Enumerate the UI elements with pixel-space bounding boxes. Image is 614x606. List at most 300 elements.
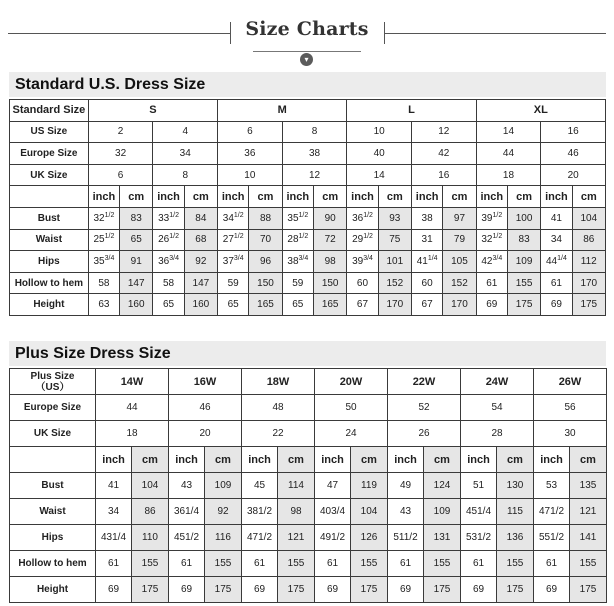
inch-fraction: 1/2	[169, 233, 179, 241]
inch-value: 31	[421, 234, 433, 246]
table-cell: 24	[315, 421, 388, 447]
table-cell: 20	[541, 164, 606, 186]
inch-value: 69	[388, 577, 424, 603]
table-cell: 10	[218, 164, 283, 186]
inch-cell	[218, 272, 249, 294]
cm-value: 130	[497, 473, 534, 499]
unit-inch: inch	[153, 186, 184, 208]
unit-inch: inch	[541, 186, 572, 208]
inch-fraction: 1/4	[427, 254, 438, 262]
table-cell	[10, 447, 96, 473]
row-label: Height	[10, 577, 96, 603]
inch-value: 61	[96, 551, 132, 577]
cm-value: 155	[132, 551, 169, 577]
unit-inch: inch	[88, 186, 119, 208]
unit-inch: inch	[388, 447, 424, 473]
cm-value: 92	[205, 499, 242, 525]
inch-value: 34	[222, 212, 234, 224]
inch-cell	[218, 251, 249, 273]
inch-value: 44	[545, 255, 558, 267]
cm-value: 150	[249, 272, 282, 294]
unit-inch: inch	[534, 447, 570, 473]
inch-value: 69	[242, 577, 278, 603]
inch-value: 361/4	[169, 499, 205, 525]
table-cell: 14	[476, 121, 541, 143]
size-header: S	[88, 100, 217, 122]
unit-inch: inch	[282, 186, 313, 208]
cm-value: 97	[443, 207, 476, 229]
table-cell: 6	[88, 164, 153, 186]
row-label-line: （US）	[35, 381, 70, 393]
row-label: Bust	[10, 473, 96, 499]
inch-fraction: 3/4	[298, 254, 309, 262]
cm-value: 100	[507, 207, 540, 229]
inch-cell	[476, 229, 507, 251]
cm-value: 83	[120, 207, 153, 229]
cm-value: 160	[184, 294, 217, 316]
cm-value: 175	[570, 577, 607, 603]
size-header: 24W	[461, 369, 534, 395]
inch-value: 51	[461, 473, 497, 499]
cm-value: 126	[351, 525, 388, 551]
table-cell: 18	[476, 164, 541, 186]
inch-cell	[476, 294, 507, 316]
inch-value: 69	[461, 577, 497, 603]
inch-value: 43	[388, 499, 424, 525]
inch-fraction: 3/4	[233, 254, 244, 262]
cm-value: 150	[313, 272, 346, 294]
inch-cell	[541, 229, 572, 251]
table-cell: 42	[411, 143, 476, 165]
inch-cell	[282, 272, 313, 294]
row-label: Hips	[10, 525, 96, 551]
inch-cell	[411, 229, 442, 251]
cm-value: 90	[313, 207, 346, 229]
inch-value: 49	[388, 473, 424, 499]
table-cell: 48	[242, 395, 315, 421]
cm-value: 175	[351, 577, 388, 603]
inch-fraction: 1/2	[492, 233, 503, 241]
standard-section-title: Standard U.S. Dress Size	[9, 72, 606, 97]
inch-cell	[88, 294, 119, 316]
inch-value: 451/4	[461, 499, 497, 525]
row-label: Hips	[10, 251, 89, 273]
cm-value: 155	[507, 272, 540, 294]
row-label: Europe Size	[10, 395, 96, 421]
cm-value: 160	[120, 294, 153, 316]
inch-fraction: 1/2	[492, 211, 503, 219]
row-label: UK Size	[10, 421, 96, 447]
inch-value: 69	[534, 577, 570, 603]
table-cell: 18	[96, 421, 169, 447]
inch-value: 58	[162, 277, 175, 289]
cm-value: 104	[132, 473, 169, 499]
table-cell: 36	[218, 143, 283, 165]
table-row	[10, 421, 607, 447]
inch-value: 511/2	[388, 525, 424, 551]
cm-value: 155	[351, 551, 388, 577]
unit-cm: cm	[443, 186, 476, 208]
inch-cell	[218, 229, 249, 251]
table-row	[10, 369, 607, 395]
inch-cell	[153, 229, 184, 251]
inch-fraction: 1/2	[104, 211, 115, 219]
inch-value: 61	[242, 551, 278, 577]
inch-fraction: 3/4	[104, 254, 115, 262]
unit-cm: cm	[313, 186, 346, 208]
inch-value: 37	[222, 255, 234, 267]
size-header: XL	[476, 100, 605, 122]
table-cell: 8	[282, 121, 347, 143]
inch-value: 35	[287, 212, 299, 224]
inch-value: 59	[292, 277, 304, 289]
table-cell: 50	[315, 395, 388, 421]
table-row	[10, 272, 606, 294]
inch-value: 69	[315, 577, 351, 603]
cm-value: 170	[572, 272, 605, 294]
unit-inch: inch	[411, 186, 442, 208]
unit-cm: cm	[572, 186, 605, 208]
cm-value: 131	[424, 525, 461, 551]
inch-value: 53	[534, 473, 570, 499]
row-label	[10, 369, 96, 395]
unit-cm: cm	[351, 447, 388, 473]
size-header: L	[347, 100, 476, 122]
table-row	[10, 207, 606, 229]
inch-fraction: 1/4	[557, 254, 567, 262]
inch-cell	[411, 251, 442, 273]
table-row	[10, 164, 606, 186]
inch-value: 45	[242, 473, 278, 499]
table-cell: 12	[411, 121, 476, 143]
unit-inch: inch	[169, 447, 205, 473]
cm-value: 136	[497, 525, 534, 551]
table-cell: 56	[534, 395, 607, 421]
row-label: Bust	[10, 207, 89, 229]
inch-fraction: 1/2	[363, 211, 373, 219]
inch-cell	[411, 207, 442, 229]
inch-value: 65	[162, 299, 175, 311]
inch-value: 60	[421, 277, 433, 289]
cm-value: 155	[497, 551, 534, 577]
table-row	[10, 100, 606, 122]
table-cell: 2	[88, 121, 153, 143]
size-header: 14W	[96, 369, 169, 395]
inch-value: 531/2	[461, 525, 497, 551]
inch-value: 41	[96, 473, 132, 499]
inch-fraction: 1/2	[298, 211, 309, 219]
inch-value: 42	[481, 255, 493, 267]
inch-value: 59	[227, 277, 239, 289]
cm-value: 83	[507, 229, 540, 251]
inch-cell	[153, 272, 184, 294]
cm-value: 91	[120, 251, 153, 273]
cm-value: 110	[132, 525, 169, 551]
inch-cell	[218, 207, 249, 229]
inch-fraction: 1/2	[298, 233, 309, 241]
unit-cm: cm	[120, 186, 153, 208]
unit-inch: inch	[347, 186, 378, 208]
cm-value: 155	[278, 551, 315, 577]
inch-value: 38	[287, 255, 299, 267]
cm-value: 175	[205, 577, 242, 603]
unit-inch: inch	[476, 186, 507, 208]
table-row	[10, 447, 607, 473]
table-row	[10, 395, 607, 421]
cm-value: 115	[497, 499, 534, 525]
inch-fraction: 3/4	[492, 254, 503, 262]
inch-fraction: 1/2	[233, 211, 244, 219]
cm-value: 72	[313, 229, 346, 251]
table-cell: 32	[88, 143, 153, 165]
inch-fraction: 3/4	[363, 254, 373, 262]
size-header: 26W	[534, 369, 607, 395]
row-label: Europe Size	[10, 143, 89, 165]
cm-value: 165	[313, 294, 346, 316]
divider-cap	[230, 22, 231, 44]
inch-cell	[153, 207, 184, 229]
inch-fraction: 1/2	[233, 233, 244, 241]
inch-value: 381/2	[242, 499, 278, 525]
inch-cell	[347, 229, 378, 251]
title-underline	[253, 51, 361, 52]
plus-section-title: Plus Size Dress Size	[9, 341, 606, 366]
table-cell: 30	[534, 421, 607, 447]
cm-value: 98	[278, 499, 315, 525]
table-cell: 12	[282, 164, 347, 186]
cm-value: 165	[249, 294, 282, 316]
inch-cell	[218, 294, 249, 316]
unit-inch: inch	[218, 186, 249, 208]
table-cell: 26	[388, 421, 461, 447]
inch-value: 69	[96, 577, 132, 603]
inch-fraction: 1/2	[169, 211, 179, 219]
inch-cell	[411, 272, 442, 294]
inch-value: 431/4	[96, 525, 132, 551]
inch-cell	[347, 272, 378, 294]
inch-cell	[541, 272, 572, 294]
inch-value: 61	[461, 551, 497, 577]
cm-value: 104	[572, 207, 605, 229]
cm-value: 141	[570, 525, 607, 551]
inch-value: 63	[98, 299, 110, 311]
table-cell: 20	[169, 421, 242, 447]
table-cell: 16	[411, 164, 476, 186]
inch-cell	[541, 294, 572, 316]
table-cell: 14	[347, 164, 412, 186]
chevron-down-icon: ▾	[300, 53, 313, 66]
cm-value: 170	[378, 294, 411, 316]
inch-cell	[476, 207, 507, 229]
unit-cm: cm	[184, 186, 217, 208]
inch-value: 69	[486, 299, 498, 311]
table-cell: 46	[169, 395, 242, 421]
cm-value: 104	[351, 499, 388, 525]
inch-value: 61	[534, 551, 570, 577]
cm-value: 175	[278, 577, 315, 603]
inch-cell	[411, 294, 442, 316]
cm-value: 155	[205, 551, 242, 577]
cm-value: 101	[378, 251, 411, 273]
inch-value: 32	[93, 212, 105, 224]
inch-value: 65	[292, 299, 304, 311]
inch-cell	[153, 251, 184, 273]
cm-value: 96	[249, 251, 282, 273]
cm-value: 79	[443, 229, 476, 251]
unit-cm: cm	[132, 447, 169, 473]
unit-cm: cm	[570, 447, 607, 473]
table-cell: 4	[153, 121, 218, 143]
inch-cell	[88, 229, 119, 251]
inch-value: 67	[421, 299, 433, 311]
inch-cell	[153, 294, 184, 316]
inch-value: 451/2	[169, 525, 205, 551]
divider-left	[8, 33, 230, 34]
inch-cell	[88, 251, 119, 273]
inch-cell	[347, 294, 378, 316]
inch-value: 61	[315, 551, 351, 577]
inch-value: 61	[550, 277, 562, 289]
inch-cell	[541, 251, 572, 273]
size-header: 16W	[169, 369, 242, 395]
table-cell: 44	[96, 395, 169, 421]
table-row	[10, 473, 607, 499]
inch-value: 39	[352, 255, 364, 267]
inch-cell	[88, 272, 119, 294]
cm-value: 109	[424, 499, 461, 525]
size-header: 18W	[242, 369, 315, 395]
unit-cm: cm	[278, 447, 315, 473]
table-row	[10, 577, 607, 603]
cm-value: 135	[570, 473, 607, 499]
unit-cm: cm	[205, 447, 242, 473]
inch-cell	[541, 207, 572, 229]
inch-cell	[282, 251, 313, 273]
table-row	[10, 499, 607, 525]
table-row	[10, 251, 606, 273]
unit-cm: cm	[507, 186, 540, 208]
cm-value: 175	[497, 577, 534, 603]
table-cell: 40	[347, 143, 412, 165]
inch-cell	[476, 272, 507, 294]
table-cell: 52	[388, 395, 461, 421]
cm-value: 75	[378, 229, 411, 251]
table-row	[10, 121, 606, 143]
inch-value: 43	[169, 473, 205, 499]
cm-value: 70	[249, 229, 282, 251]
table-cell: 44	[476, 143, 541, 165]
cm-value: 68	[184, 229, 217, 251]
inch-value: 41	[416, 255, 428, 267]
inch-value: 61	[169, 551, 205, 577]
row-label: Height	[10, 294, 89, 316]
inch-value: 403/4	[315, 499, 351, 525]
cm-value: 147	[120, 272, 153, 294]
cm-value: 121	[570, 499, 607, 525]
inch-value: 38	[421, 212, 433, 224]
row-label-line: Plus Size	[30, 370, 75, 382]
inch-value: 491/2	[315, 525, 351, 551]
inch-value: 25	[93, 234, 105, 246]
inch-value: 47	[315, 473, 351, 499]
row-label: Hollow to hem	[10, 551, 96, 577]
page-title: Size Charts	[245, 18, 369, 40]
divider-right	[384, 33, 606, 34]
inch-value: 36	[352, 212, 364, 224]
size-header: 20W	[315, 369, 388, 395]
inch-cell	[347, 251, 378, 273]
unit-inch: inch	[242, 447, 278, 473]
cm-value: 112	[572, 251, 605, 273]
unit-inch: inch	[96, 447, 132, 473]
table-cell: 38	[282, 143, 347, 165]
inch-cell	[282, 207, 313, 229]
cm-value: 109	[205, 473, 242, 499]
table-row	[10, 186, 606, 208]
cm-value: 86	[572, 229, 605, 251]
inch-cell	[347, 207, 378, 229]
inch-value: 27	[222, 234, 234, 246]
unit-cm: cm	[497, 447, 534, 473]
inch-value: 36	[158, 255, 170, 267]
size-header: M	[218, 100, 347, 122]
inch-value: 33	[158, 212, 170, 224]
inch-value: 471/2	[534, 499, 570, 525]
cm-value: 98	[313, 251, 346, 273]
cm-value: 175	[132, 577, 169, 603]
inch-value: 29	[352, 234, 364, 246]
inch-value: 39	[481, 212, 493, 224]
table-cell: 22	[242, 421, 315, 447]
table-cell: 54	[461, 395, 534, 421]
inch-cell	[476, 251, 507, 273]
unit-cm: cm	[249, 186, 282, 208]
header	[0, 0, 614, 68]
row-label: Standard Size	[10, 100, 89, 122]
inch-value: 32	[481, 234, 493, 246]
table-cell	[10, 186, 89, 208]
cm-value: 147	[184, 272, 217, 294]
table-row	[10, 229, 606, 251]
unit-inch: inch	[315, 447, 351, 473]
cm-value: 124	[424, 473, 461, 499]
unit-inch: inch	[461, 447, 497, 473]
cm-value: 114	[278, 473, 315, 499]
cm-value: 84	[184, 207, 217, 229]
cm-value: 65	[120, 229, 153, 251]
inch-value: 26	[158, 234, 170, 246]
plus-size-table	[9, 368, 607, 603]
cm-value: 88	[249, 207, 282, 229]
inch-value: 34	[96, 499, 132, 525]
inch-value: 67	[356, 299, 369, 311]
inch-fraction: 3/4	[169, 254, 179, 262]
row-label: UK Size	[10, 164, 89, 186]
inch-value: 471/2	[242, 525, 278, 551]
table-cell: 8	[153, 164, 218, 186]
unit-cm: cm	[424, 447, 461, 473]
inch-value: 58	[98, 277, 110, 289]
cm-value: 119	[351, 473, 388, 499]
inch-fraction: 1/2	[363, 233, 373, 241]
table-cell: 46	[541, 143, 606, 165]
row-label: Waist	[10, 229, 89, 251]
inch-cell	[282, 229, 313, 251]
inch-cell	[282, 294, 313, 316]
cm-value: 116	[205, 525, 242, 551]
cm-value: 105	[443, 251, 476, 273]
cm-value: 175	[572, 294, 605, 316]
